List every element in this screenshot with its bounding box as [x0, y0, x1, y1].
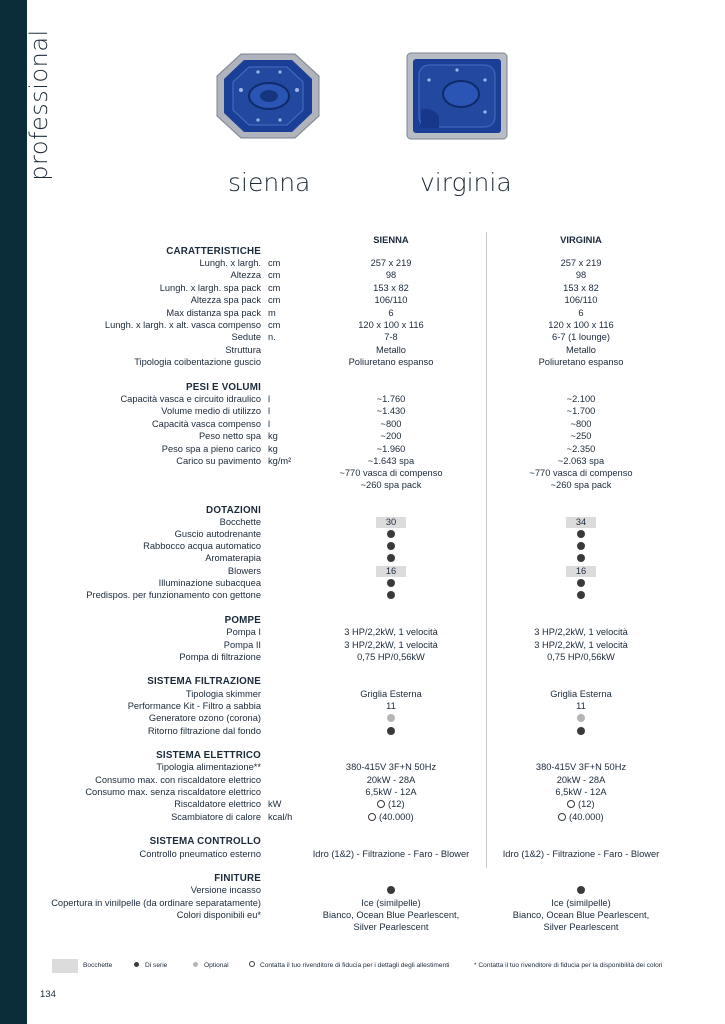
- section-heading: CARATTERISTICHE: [166, 246, 261, 257]
- standard-dot-icon: [387, 579, 395, 587]
- standard-dot-icon: [387, 886, 395, 894]
- spec-row: Volume medio di utilizzo l ~1.430 ~1.700: [161, 406, 596, 416]
- spec-row: Versione incasso: [0, 884, 725, 897]
- spec-row: Carico su pavimento kg/m² ~1.643 spa ~2.063 spa: [176, 456, 605, 466]
- column-header-sienna: SIENNA: [373, 234, 409, 245]
- spec-row-continuation: Silver Pearlescent Silver Pearlescent: [353, 922, 619, 932]
- legend-di-serie: Di serie: [145, 962, 168, 969]
- spec-row-continuation: ~260 spa pack ~260 spa pack: [360, 480, 612, 490]
- section-heading: FINITURE: [214, 873, 261, 884]
- contact-dealer-ring-icon: [567, 800, 575, 808]
- sidebar-title: professional: [25, 29, 53, 181]
- spec-row: Rabbocco acqua automatico: [0, 540, 725, 553]
- blowers-count-box: 16: [376, 566, 406, 577]
- spec-row: Capacità vasca compenso l ~800 ~800: [151, 419, 592, 429]
- contact-dealer-ring-icon: [377, 800, 385, 808]
- section-heading: SISTEMA CONTROLLO: [149, 836, 261, 847]
- spec-row: Guscio autodrenante: [0, 528, 725, 541]
- optional-dot-icon: [577, 714, 585, 722]
- spec-row: Scambiatore di calore kcal/h (40.000) (40.000): [171, 812, 604, 822]
- spec-row: Copertura in vinilpelle (da ordinare separatamente) Ice (similpelle) Ice (similpelle): [51, 898, 611, 908]
- legend: [52, 959, 712, 973]
- blowers-count-box: 16: [566, 566, 596, 577]
- section-heading: POMPE: [224, 615, 261, 626]
- spec-row: Struttura Metallo Metallo: [225, 345, 596, 355]
- standard-dot-icon: [577, 727, 585, 735]
- spec-row: Colori disponibili eu* Bianco, Ocean Blue Pearlescent, Bianco, Ocean Blue Pearlescent,: [176, 910, 650, 920]
- spec-row: Capacità vasca e circuito idraulico l ~1.760 ~2.100: [120, 394, 596, 404]
- spec-row: Predispos. per funzionamento con gettone: [0, 589, 725, 602]
- legend-contatta: Contatta il tuo rivenditore di fiducia per i dettagli degli allestimenti: [260, 962, 450, 969]
- standard-dot-icon: [577, 542, 585, 550]
- standard-dot-icon: [387, 554, 395, 562]
- legend-colori: * Contatta il tuo rivenditore di fiducia per la disponibilità dei colori: [474, 962, 663, 969]
- spec-row: Max distanza spa pack m 6 6: [166, 308, 584, 318]
- spec-row: Lungh. x largh. cm 257 x 219 257 x 219: [199, 258, 602, 268]
- spec-row: Tipologia alimentazione** 380-415V 3F+N 50Hz 380-415V 3F+N 50Hz: [156, 762, 627, 772]
- spec-row: Ritorno filtrazione dal fondo: [0, 725, 725, 738]
- spec-row: Tipologia skimmer Griglia Esterna Griglia Esterna: [185, 689, 612, 699]
- column-header-virginia: VIRGINIA: [560, 234, 602, 245]
- spec-row: Consumo max. con riscaldatore elettrico 20kW - 28A 20kW - 28A: [95, 775, 606, 785]
- spec-row-continuation: ~770 vasca di compenso ~770 vasca di compenso: [339, 468, 633, 478]
- spec-row: Controllo pneumatico esterno Idro (1&2) - Filtrazione - Faro - Blower Idro (1&2) - Filtrazione - Faro - Blower: [139, 849, 660, 859]
- contact-dealer-ring-icon: [249, 961, 255, 967]
- spec-row: Peso netto spa kg ~200 ~250: [198, 431, 592, 441]
- page-number: 134: [40, 989, 56, 1000]
- contact-dealer-ring-icon: [558, 813, 566, 821]
- spec-row: Tipologia coibentazione guscio Poliuretano espanso Poliuretano espanso: [134, 357, 624, 367]
- spec-row: Pompa II 3 HP/2,2kW, 1 velocità 3 HP/2,2kW, 1 velocità: [223, 640, 628, 650]
- spec-row: Pompa I 3 HP/2,2kW, 1 velocità 3 HP/2,2kW, 1 velocità: [226, 627, 628, 637]
- spec-row: Pompa di filtrazione 0,75 HP/0,56kW 0,75 HP/0,56kW: [179, 652, 615, 662]
- spec-row: Generatore ozono (corona): [0, 712, 725, 725]
- section-heading: SISTEMA FILTRAZIONE: [147, 676, 261, 687]
- spec-row: Aromaterapia: [0, 552, 725, 565]
- standard-dot-icon: [577, 591, 585, 599]
- spec-row: Performance Kit - Filtro a sabbia 11 11: [127, 701, 586, 711]
- spec-row: Lungh. x largh. spa pack cm 153 x 82 153 x 82: [159, 283, 599, 293]
- bocchette-count-box: 34: [566, 517, 596, 528]
- spec-row: Lungh. x largh. x alt. vasca compenso cm 120 x 100 x 116 120 x 100 x 116: [104, 320, 614, 330]
- model-name-sienna: sienna: [228, 168, 311, 197]
- bocchette-legend-swatch: [52, 959, 78, 973]
- section-heading: SISTEMA ELETTRICO: [156, 750, 261, 761]
- spec-row: Riscaldatore elettrico kW (12) (12): [174, 799, 595, 809]
- spec-row: Blowers 16 16: [0, 565, 725, 578]
- standard-dot-icon: [134, 962, 139, 967]
- optional-dot-icon: [387, 714, 395, 722]
- spec-row: Sedute n. 7-8 6-7 (1 lounge): [231, 332, 610, 342]
- spec-row: Altezza spa pack cm 106/110 106/110: [190, 295, 598, 305]
- spec-row: Peso spa a pieno carico kg ~1.960 ~2.350: [161, 444, 596, 454]
- spec-row: Illuminazione subacquea: [0, 577, 725, 590]
- spec-row: Bocchette 30 34: [0, 516, 725, 529]
- standard-dot-icon: [577, 579, 585, 587]
- section-heading: PESI E VOLUMI: [185, 382, 261, 393]
- contact-dealer-ring-icon: [368, 813, 376, 821]
- standard-dot-icon: [577, 530, 585, 538]
- standard-dot-icon: [387, 530, 395, 538]
- spec-row: Consumo max. senza riscaldatore elettrico 6,5kW - 12A 6,5kW - 12A: [85, 787, 607, 797]
- standard-dot-icon: [387, 591, 395, 599]
- standard-dot-icon: [577, 886, 585, 894]
- standard-dot-icon: [387, 727, 395, 735]
- spec-row: Altezza cm 98 98: [230, 270, 587, 280]
- standard-dot-icon: [577, 554, 585, 562]
- model-name-virginia: virginia: [420, 168, 512, 197]
- bocchette-count-box: 30: [376, 517, 406, 528]
- sienna-spa-image: [213, 50, 323, 142]
- optional-dot-icon: [193, 962, 198, 967]
- legend-optional: Optional: [204, 962, 229, 969]
- section-heading: DOTAZIONI: [206, 505, 261, 516]
- standard-dot-icon: [387, 542, 395, 550]
- legend-bocchette: Bocchette: [83, 962, 113, 969]
- virginia-spa-image: [405, 50, 509, 142]
